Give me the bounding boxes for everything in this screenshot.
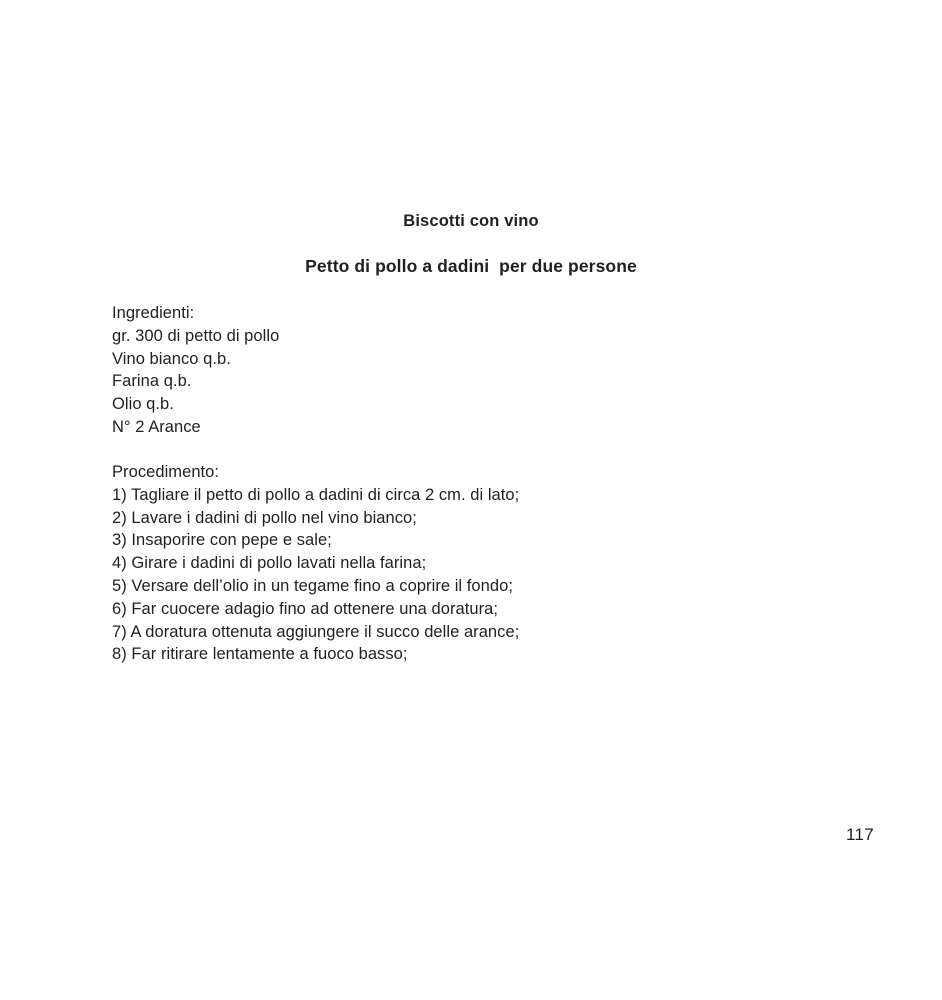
procedure-step: 8) Far ritirare lentamente a fuoco basso;	[112, 645, 408, 664]
procedure-step: 1) Tagliare il petto di pollo a dadini di circa 2 cm. di lato;	[112, 485, 520, 504]
procedure-step: 7) A doratura ottenuta aggiungere il succo delle arance;	[112, 622, 520, 641]
procedure-step: 5) Versare dell’olio in un tegame fino a coprire il fondo;	[112, 576, 513, 595]
recipe-subtitle: Petto di pollo a dadini per due persone	[305, 256, 637, 276]
procedure-step: 6) Far cuocere adagio fino ad ottenere una doratura;	[112, 599, 499, 618]
ingredient-item: Olio q.b.	[112, 395, 174, 414]
page-title: Biscotti con vino	[403, 212, 539, 230]
ingredients-label: Ingredienti:	[112, 304, 195, 322]
procedure-step: 4) Girare i dadini di pollo lavati nella farina;	[112, 554, 427, 573]
procedure-section	[112, 461, 872, 666]
procedure-step: 2) Lavare i dadini di pollo nel vino bianco;	[112, 508, 417, 527]
ingredient-item: N° 2 Arance	[112, 417, 201, 436]
ingredient-item: gr. 300 di petto di pollo	[112, 326, 280, 345]
recipe-heading-block	[0, 208, 942, 279]
procedure-step: 3) Insaporire con pepe e sale;	[112, 531, 332, 550]
ingredients-section	[112, 302, 872, 439]
ingredient-item: Vino bianco q.b.	[112, 349, 231, 368]
ingredient-item: Farina q.b.	[112, 372, 192, 391]
procedure-label: Procedimento:	[112, 463, 220, 481]
page-number: 117	[846, 825, 875, 844]
